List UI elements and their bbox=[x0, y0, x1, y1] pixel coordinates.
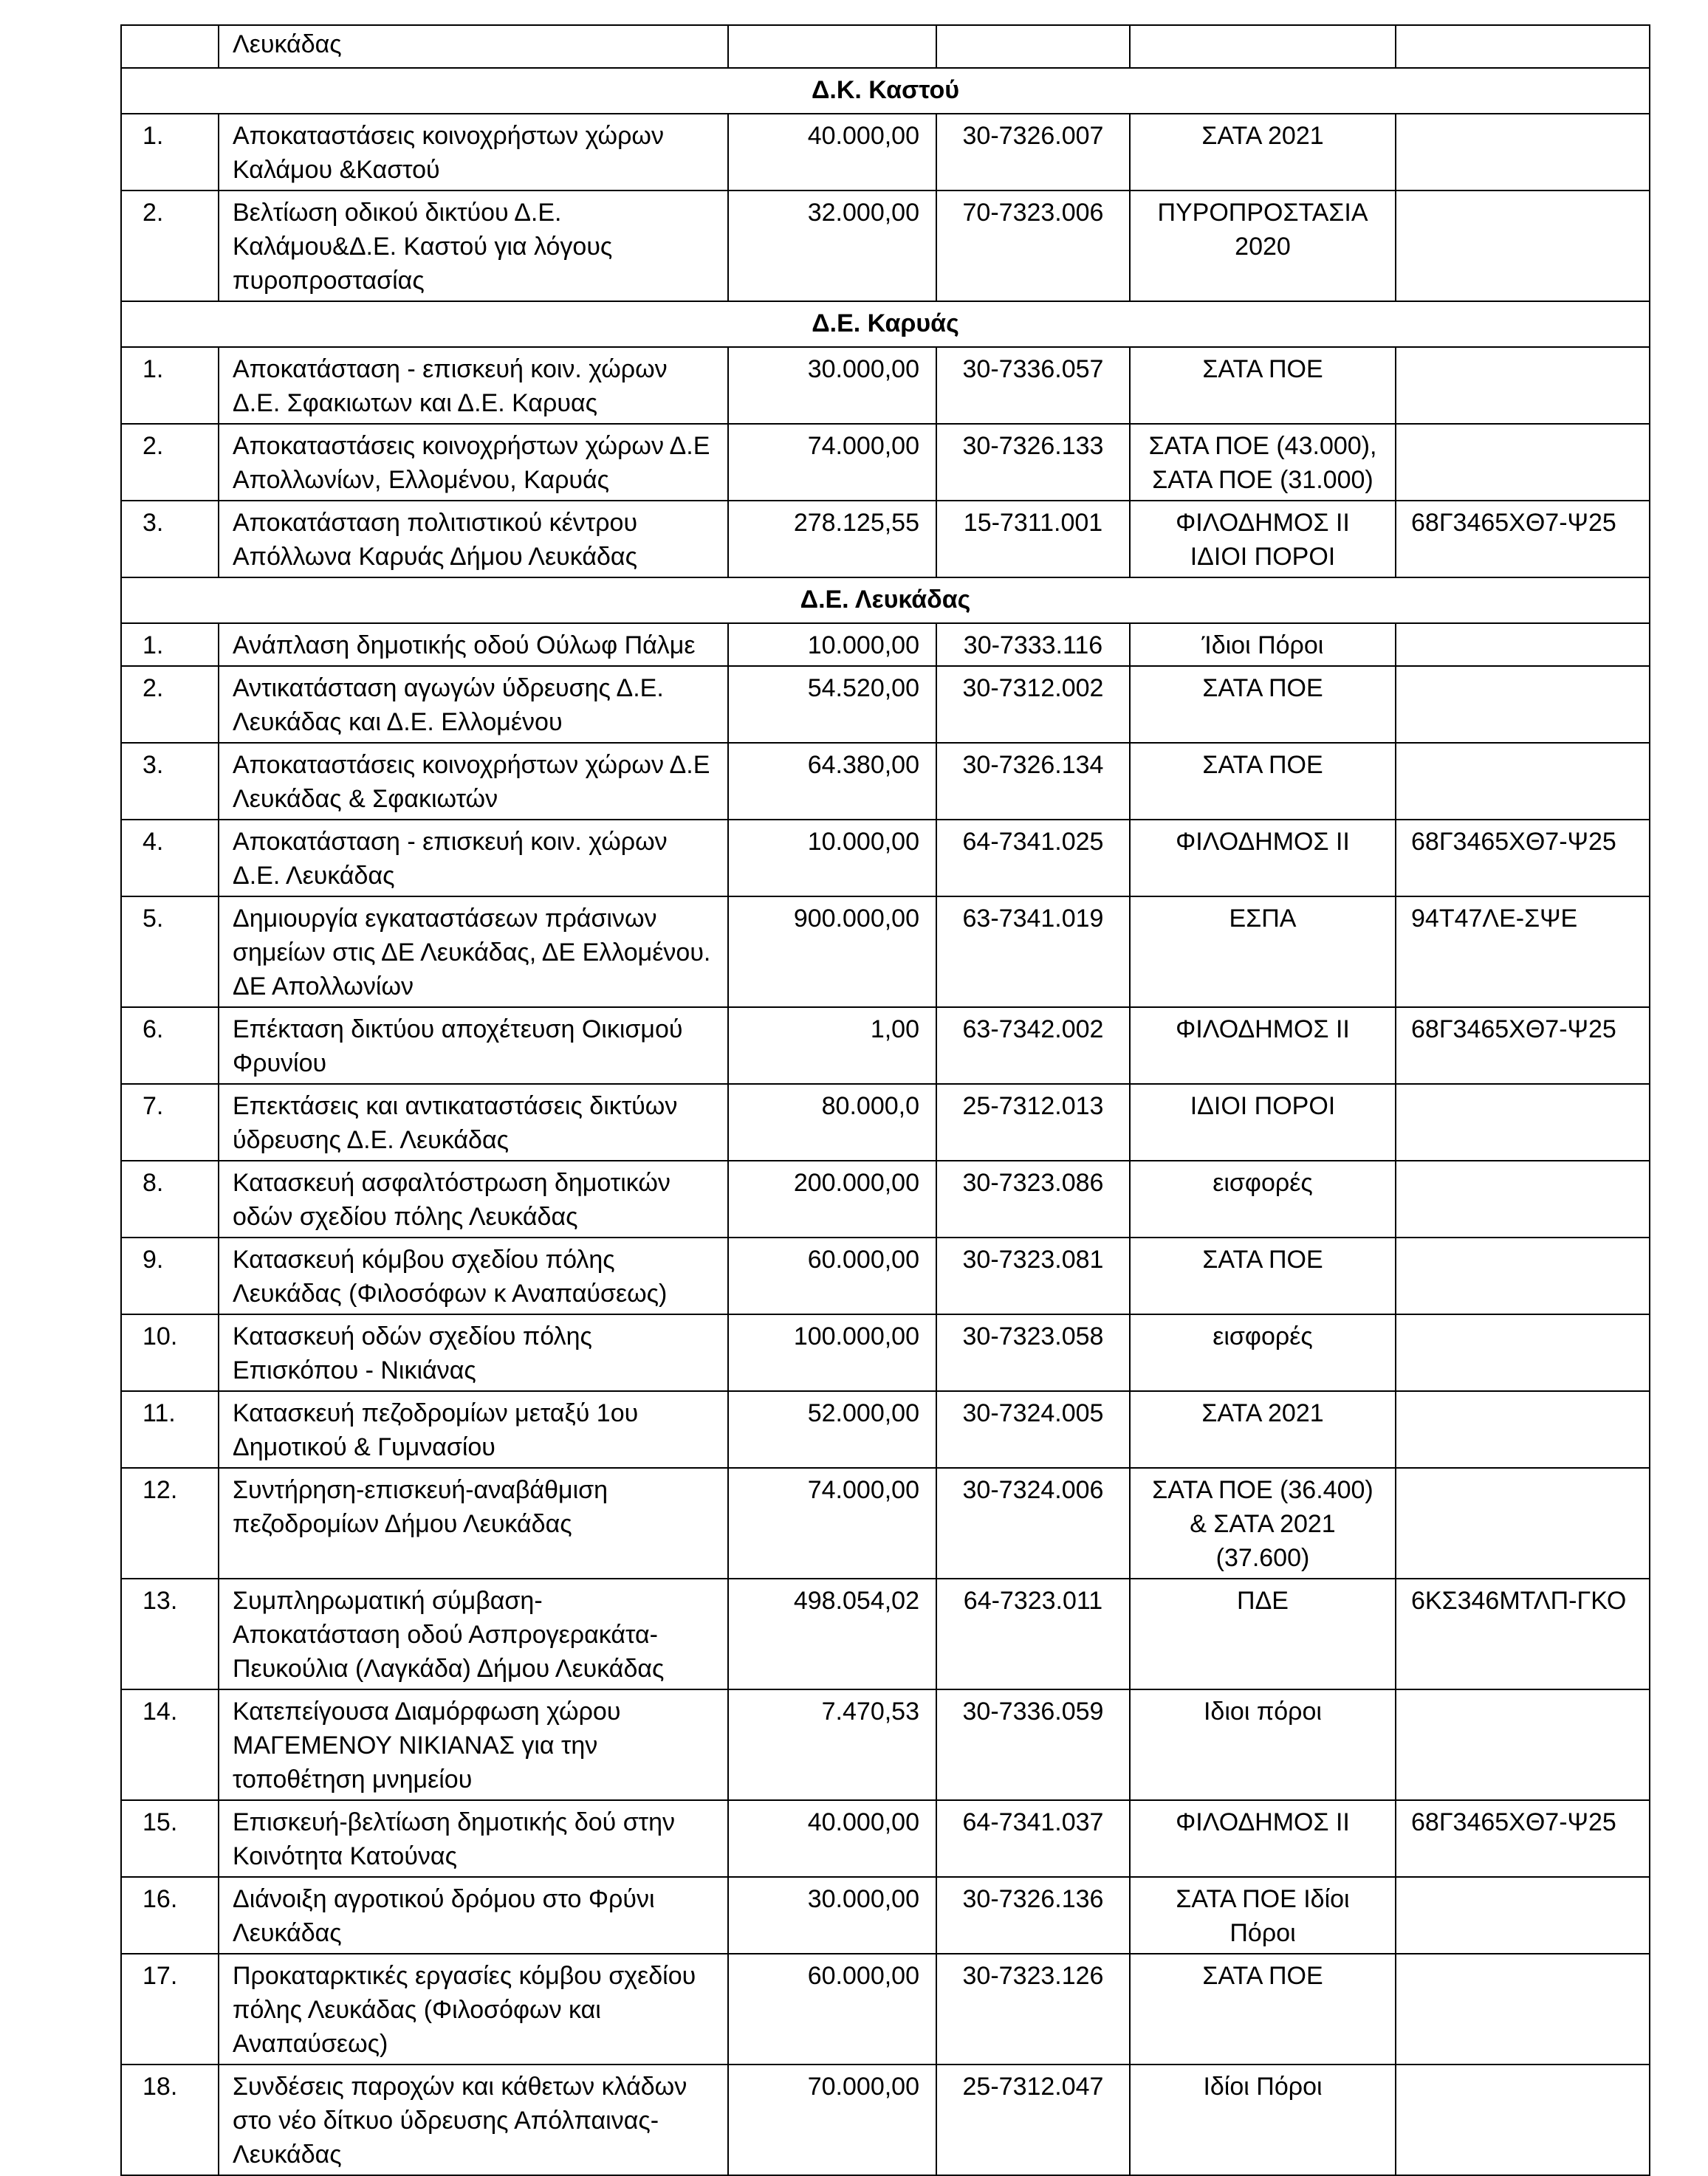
row-amount-cell: 60.000,00 bbox=[728, 1238, 936, 1314]
row-code-cell: 63-7342.002 bbox=[936, 1007, 1130, 1084]
row-ada-cell bbox=[1396, 25, 1650, 68]
row-title-cell: Κατεπείγουσα Διαμόρφωση χώρου ΜΑΓΕΜΕΝΟΥ ΝΙΚΙΑΝΑΣ για την τοποθέτηση μνημείου bbox=[219, 1689, 728, 1800]
row-source-cell: ΦΙΛΟΔΗΜΟΣ ΙΙ bbox=[1130, 820, 1396, 896]
table-row bbox=[121, 2065, 1650, 2175]
table-row bbox=[121, 666, 1650, 743]
table-row bbox=[121, 743, 1650, 820]
row-code-cell: 30-7323.058 bbox=[936, 1314, 1130, 1391]
row-title-cell: Συμπληρωματική σύμβαση- Αποκατάσταση οδού Ασπρογερακάτα- Πευκούλια (Λαγκάδα) Δήμου Λευκάδας bbox=[219, 1579, 728, 1689]
row-amount-cell: 52.000,00 bbox=[728, 1391, 936, 1468]
table-row bbox=[121, 347, 1650, 424]
row-title-cell: Λευκάδας bbox=[219, 25, 728, 68]
row-source-cell: ΣΑΤΑ 2021 bbox=[1130, 1391, 1396, 1468]
row-source-cell: ΙΔΙΟΙ ΠΟΡΟΙ bbox=[1130, 1084, 1396, 1161]
row-amount-cell: 40.000,00 bbox=[728, 114, 936, 191]
row-ada-cell bbox=[1396, 424, 1650, 501]
row-number-cell: 1. bbox=[121, 347, 219, 424]
row-code-cell: 30-7326.134 bbox=[936, 743, 1130, 820]
row-ada-cell bbox=[1396, 1468, 1650, 1579]
row-source-cell: ΠΥΡΟΠΡΟΣΤΑΣΙΑ 2020 bbox=[1130, 191, 1396, 301]
row-code-cell: 30-7333.116 bbox=[936, 623, 1130, 666]
row-ada-cell bbox=[1396, 2065, 1650, 2175]
row-ada-cell bbox=[1396, 1391, 1650, 1468]
row-title-cell: Κατασκευή οδών σχεδίου πόλης Επισκόπου - Νικιάνας bbox=[219, 1314, 728, 1391]
section-header-row bbox=[121, 301, 1650, 347]
row-number-cell: 10. bbox=[121, 1314, 219, 1391]
table-row bbox=[121, 501, 1650, 577]
row-code-cell: 30-7323.126 bbox=[936, 1954, 1130, 2065]
row-amount-cell: 200.000,00 bbox=[728, 1161, 936, 1238]
row-source-cell: Ιδιοι πόροι bbox=[1130, 1689, 1396, 1800]
row-source-cell: ΕΣΠΑ bbox=[1130, 896, 1396, 1007]
row-title-cell: Αποκαταστάσεις κοινοχρήστων χώρων Δ.Ε Λευκάδας & Σφακιωτών bbox=[219, 743, 728, 820]
row-code-cell: 30-7324.005 bbox=[936, 1391, 1130, 1468]
row-code-cell: 30-7326.007 bbox=[936, 114, 1130, 191]
row-number-cell: 1. bbox=[121, 114, 219, 191]
table-row bbox=[121, 1007, 1650, 1084]
table-row bbox=[121, 1314, 1650, 1391]
row-amount-cell: 900.000,00 bbox=[728, 896, 936, 1007]
section-header-row bbox=[121, 577, 1650, 623]
table-row bbox=[121, 191, 1650, 301]
row-title-cell: Αποκαταστάσεις κοινοχρήστων χώρων Δ.Ε Απολλωνίων, Ελλομένου, Καρυάς bbox=[219, 424, 728, 501]
row-number-cell: 2. bbox=[121, 666, 219, 743]
row-number-cell: 13. bbox=[121, 1579, 219, 1689]
row-source-cell: ΠΔΕ bbox=[1130, 1579, 1396, 1689]
row-amount-cell: 74.000,00 bbox=[728, 424, 936, 501]
row-code-cell: 30-7326.136 bbox=[936, 1877, 1130, 1954]
row-amount-cell bbox=[728, 25, 936, 68]
row-ada-cell bbox=[1396, 1161, 1650, 1238]
row-ada-cell bbox=[1396, 623, 1650, 666]
row-code-cell: 64-7341.025 bbox=[936, 820, 1130, 896]
table-row bbox=[121, 1084, 1650, 1161]
row-ada-cell bbox=[1396, 1954, 1650, 2065]
row-number-cell: 5. bbox=[121, 896, 219, 1007]
row-ada-cell bbox=[1396, 666, 1650, 743]
row-amount-cell: 60.000,00 bbox=[728, 1954, 936, 2065]
row-number-cell: 2. bbox=[121, 424, 219, 501]
row-number-cell: 3. bbox=[121, 743, 219, 820]
row-code-cell: 64-7341.037 bbox=[936, 1800, 1130, 1877]
row-amount-cell: 32.000,00 bbox=[728, 191, 936, 301]
row-number-cell: 2. bbox=[121, 191, 219, 301]
row-title-cell: Κατασκευή κόμβου σχεδίου πόλης Λευκάδας (Φιλοσόφων κ Αναπαύσεως) bbox=[219, 1238, 728, 1314]
section-heading: Δ.Κ. Καστού bbox=[121, 68, 1650, 114]
table-row bbox=[121, 1391, 1650, 1468]
row-ada-cell bbox=[1396, 114, 1650, 191]
table-row bbox=[121, 1579, 1650, 1689]
row-amount-cell: 10.000,00 bbox=[728, 623, 936, 666]
row-title-cell: Επεκτάσεις και αντικαταστάσεις δικτύων ύδρευσης Δ.Ε. Λευκάδας bbox=[219, 1084, 728, 1161]
row-source-cell: ΣΑΤΑ ΠΟΕ (36.400) & ΣΑΤΑ 2021 (37.600) bbox=[1130, 1468, 1396, 1579]
row-number-cell: 3. bbox=[121, 501, 219, 577]
row-ada-cell: 94Τ47ΛΕ-ΣΨΕ bbox=[1396, 896, 1650, 1007]
section-heading: Δ.Ε. Λευκάδας bbox=[121, 577, 1650, 623]
row-amount-cell: 70.000,00 bbox=[728, 2065, 936, 2175]
row-number-cell: 12. bbox=[121, 1468, 219, 1579]
row-amount-cell: 100.000,00 bbox=[728, 1314, 936, 1391]
table-row bbox=[121, 623, 1650, 666]
table-row bbox=[121, 820, 1650, 896]
row-number-cell: 1. bbox=[121, 623, 219, 666]
row-title-cell: Συνδέσεις παροχών και κάθετων κλάδων στο νέο δίτκυο ύδρευσης Απόλπαινας- Λευκάδας bbox=[219, 2065, 728, 2175]
table-row bbox=[121, 1877, 1650, 1954]
row-ada-cell bbox=[1396, 1314, 1650, 1391]
row-amount-cell: 1,00 bbox=[728, 1007, 936, 1084]
row-source-cell: εισφορές bbox=[1130, 1161, 1396, 1238]
row-number-cell: 9. bbox=[121, 1238, 219, 1314]
row-source-cell: ΦΙΛΟΔΗΜΟΣ ΙΙ ΙΔΙΟΙ ΠΟΡΟΙ bbox=[1130, 501, 1396, 577]
row-code-cell: 30-7326.133 bbox=[936, 424, 1130, 501]
row-amount-cell: 7.470,53 bbox=[728, 1689, 936, 1800]
row-title-cell: Αποκατάσταση πολιτιστικού κέντρου Απόλλωνα Καρυάς Δήμου Λευκάδας bbox=[219, 501, 728, 577]
row-number-cell: 15. bbox=[121, 1800, 219, 1877]
row-number-cell: 8. bbox=[121, 1161, 219, 1238]
row-ada-cell bbox=[1396, 743, 1650, 820]
row-amount-cell: 30.000,00 bbox=[728, 1877, 936, 1954]
table-row bbox=[121, 1238, 1650, 1314]
row-code-cell: 30-7312.002 bbox=[936, 666, 1130, 743]
row-source-cell: ΦΙΛΟΔΗΜΟΣ ΙΙ bbox=[1130, 1800, 1396, 1877]
row-code-cell: 30-7323.081 bbox=[936, 1238, 1130, 1314]
row-code-cell: 63-7341.019 bbox=[936, 896, 1130, 1007]
row-code-cell: 30-7336.057 bbox=[936, 347, 1130, 424]
row-source-cell: ΣΑΤΑ ΠΟΕ (43.000), ΣΑΤΑ ΠΟΕ (31.000) bbox=[1130, 424, 1396, 501]
row-code-cell: 70-7323.006 bbox=[936, 191, 1130, 301]
row-number-cell: 17. bbox=[121, 1954, 219, 2065]
row-source-cell bbox=[1130, 25, 1396, 68]
row-title-cell: Αποκατάσταση - επισκευή κοιν. χώρων Δ.Ε. Σφακιωτων και Δ.Ε. Καρυας bbox=[219, 347, 728, 424]
row-title-cell: Αποκατάσταση - επισκευή κοιν. χώρων Δ.Ε. Λευκάδας bbox=[219, 820, 728, 896]
row-amount-cell: 64.380,00 bbox=[728, 743, 936, 820]
row-code-cell: 15-7311.001 bbox=[936, 501, 1130, 577]
row-ada-cell: 68Γ3465ΧΘ7-Ψ25 bbox=[1396, 1007, 1650, 1084]
row-source-cell: εισφορές bbox=[1130, 1314, 1396, 1391]
section-heading: Δ.Ε. Καρυάς bbox=[121, 301, 1650, 347]
row-source-cell: ΣΑΤΑ ΠΟΕ bbox=[1130, 666, 1396, 743]
row-ada-cell bbox=[1396, 1877, 1650, 1954]
row-source-cell: ΣΑΤΑ ΠΟΕ bbox=[1130, 743, 1396, 820]
row-title-cell: Βελτίωση οδικού δικτύου Δ.Ε. Καλάμου&Δ.Ε. Καστού για λόγους πυροπροστασίας bbox=[219, 191, 728, 301]
row-code-cell: 30-7323.086 bbox=[936, 1161, 1130, 1238]
row-title-cell: Αντικατάσταση αγωγών ύδρευσης Δ.Ε. Λευκάδας και Δ.Ε. Ελλομένου bbox=[219, 666, 728, 743]
row-source-cell: ΣΑΤΑ 2021 bbox=[1130, 114, 1396, 191]
row-ada-cell: 68Γ3465ΧΘ7-Ψ25 bbox=[1396, 501, 1650, 577]
row-number-cell: 18. bbox=[121, 2065, 219, 2175]
row-title-cell: Ανάπλαση δημοτικής οδού Ούλωφ Πάλμε bbox=[219, 623, 728, 666]
row-code-cell: 25-7312.013 bbox=[936, 1084, 1130, 1161]
row-number-cell: 6. bbox=[121, 1007, 219, 1084]
row-ada-cell bbox=[1396, 1084, 1650, 1161]
table-row bbox=[121, 114, 1650, 191]
row-source-cell: ΣΑΤΑ ΠΟΕ bbox=[1130, 1238, 1396, 1314]
row-amount-cell: 54.520,00 bbox=[728, 666, 936, 743]
row-amount-cell: 30.000,00 bbox=[728, 347, 936, 424]
row-source-cell: ΦΙΛΟΔΗΜΟΣ ΙΙ bbox=[1130, 1007, 1396, 1084]
row-number-cell: 11. bbox=[121, 1391, 219, 1468]
row-title-cell: Επισκευή-βελτίωση δημοτικής δού στην Κοινότητα Κατούνας bbox=[219, 1800, 728, 1877]
row-code-cell: 64-7323.011 bbox=[936, 1579, 1130, 1689]
row-number-cell: 4. bbox=[121, 820, 219, 896]
row-source-cell: Ίδιοι Πόροι bbox=[1130, 623, 1396, 666]
row-ada-cell: 6ΚΣ346ΜΤΛΠ-ΓΚΟ bbox=[1396, 1579, 1650, 1689]
table-row bbox=[121, 1161, 1650, 1238]
row-code-cell: 25-7312.047 bbox=[936, 2065, 1130, 2175]
table-row bbox=[121, 1800, 1650, 1877]
row-amount-cell: 10.000,00 bbox=[728, 820, 936, 896]
row-title-cell: Κατασκευή ασφαλτόστρωση δημοτικών οδών σχεδίου πόλης Λευκάδας bbox=[219, 1161, 728, 1238]
row-title-cell: Δημιουργία εγκαταστάσεων πράσινων σημείων στις ΔΕ Λευκάδας, ΔΕ Ελλομένου. ΔΕ Απολλωνίων bbox=[219, 896, 728, 1007]
row-ada-cell: 68Γ3465ΧΘ7-Ψ25 bbox=[1396, 820, 1650, 896]
row-source-cell: ΣΑΤΑ ΠΟΕ bbox=[1130, 347, 1396, 424]
row-code-cell bbox=[936, 25, 1130, 68]
row-source-cell: Ιδίοι Πόροι bbox=[1130, 2065, 1396, 2175]
table-row bbox=[121, 896, 1650, 1007]
table-body bbox=[121, 25, 1650, 2175]
projects-table bbox=[120, 24, 1650, 2176]
row-code-cell: 30-7324.006 bbox=[936, 1468, 1130, 1579]
row-source-cell: ΣΑΤΑ ΠΟΕ bbox=[1130, 1954, 1396, 2065]
row-title-cell: Αποκαταστάσεις κοινοχρήστων χώρων Καλάμου &Καστού bbox=[219, 114, 728, 191]
section-header-row bbox=[121, 68, 1650, 114]
row-amount-cell: 278.125,55 bbox=[728, 501, 936, 577]
row-number-cell bbox=[121, 25, 219, 68]
row-title-cell: Συντήρηση-επισκευή-αναβάθμιση πεζοδρομίων Δήμου Λευκάδας bbox=[219, 1468, 728, 1579]
table-row bbox=[121, 1954, 1650, 2065]
row-number-cell: 7. bbox=[121, 1084, 219, 1161]
row-title-cell: Κατασκευή πεζοδρομίων μεταξύ 1ου Δημοτικού & Γυμνασίου bbox=[219, 1391, 728, 1468]
table-row bbox=[121, 424, 1650, 501]
row-code-cell: 30-7336.059 bbox=[936, 1689, 1130, 1800]
row-amount-cell: 498.054,02 bbox=[728, 1579, 936, 1689]
row-amount-cell: 74.000,00 bbox=[728, 1468, 936, 1579]
row-amount-cell: 80.000,0 bbox=[728, 1084, 936, 1161]
row-title-cell: Προκαταρκτικές εργασίες κόμβου σχεδίου πόλης Λευκάδας (Φιλοσόφων και Αναπαύσεως) bbox=[219, 1954, 728, 2065]
row-ada-cell bbox=[1396, 1689, 1650, 1800]
row-ada-cell bbox=[1396, 1238, 1650, 1314]
row-title-cell: Επέκταση δικτύου αποχέτευση Οικισμού Φρυνίου bbox=[219, 1007, 728, 1084]
row-source-cell: ΣΑΤΑ ΠΟΕ Ιδίοι Πόροι bbox=[1130, 1877, 1396, 1954]
row-title-cell: Διάνοιξη αγροτικού δρόμου στο Φρύνι Λευκάδας bbox=[219, 1877, 728, 1954]
row-number-cell: 14. bbox=[121, 1689, 219, 1800]
table-row bbox=[121, 1468, 1650, 1579]
table-row bbox=[121, 1689, 1650, 1800]
row-ada-cell: 68Γ3465ΧΘ7-Ψ25 bbox=[1396, 1800, 1650, 1877]
row-ada-cell bbox=[1396, 191, 1650, 301]
row-amount-cell: 40.000,00 bbox=[728, 1800, 936, 1877]
row-number-cell: 16. bbox=[121, 1877, 219, 1954]
table-row bbox=[121, 25, 1650, 68]
row-ada-cell bbox=[1396, 347, 1650, 424]
